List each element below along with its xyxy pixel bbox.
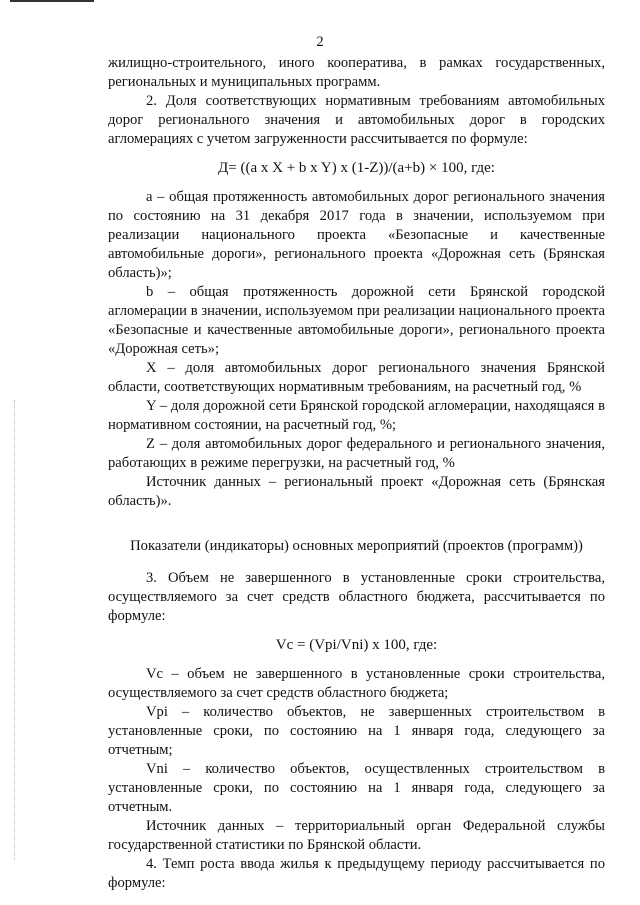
data-source-2: Источник данных – территориальный орган Федеральной службы государственной статистики по Брянской области. xyxy=(108,818,605,853)
definition-x: X – доля автомобильных дорог регионального значения Брянской области, соответствующих нормативным требованиям, на расчетный год, % xyxy=(108,360,605,395)
paragraph-item-2: 2. Доля соответствующих нормативным требованиям автомобильных дорог регионального значения и автомобильных дорог в городских агломерациях с учетом загруженности рассчитывается по формуле: xyxy=(108,93,605,147)
header-rule xyxy=(10,0,94,2)
definition-vpi: Vpi – количество объектов, не завершенных строительством в установленные сроки, по состоянию на 1 января года, следующего за отчетным; xyxy=(108,704,605,758)
definition-y: Y – доля дорожной сети Брянской городской агломерации, находящаяся в нормативном состоянии, на расчетный год, %; xyxy=(108,398,605,433)
definition-vc: Vc – объем не завершенного в установленные сроки строительства, осуществляемого за счет средств областного бюджета; xyxy=(108,666,605,701)
formula-road-share: Д= ((a x X + b x Y) x (1-Z))/(a+b) × 100, где: xyxy=(218,160,495,176)
paragraph-item-4: 4. Темп роста ввода жилья к предыдущему периоду рассчитывается по формуле: xyxy=(108,856,605,891)
data-source-1: Источник данных – региональный проект «Дорожная сеть (Брянская область)». xyxy=(108,474,605,509)
section-heading: Показатели (индикаторы) основных мероприятий (проектов (программ)) xyxy=(130,538,583,554)
definition-vni: Vni – количество объектов, осуществленных строительством в установленные сроки, по состоянию на 1 января года, следующего за отчетным. xyxy=(108,761,605,815)
definition-z: Z – доля автомобильных дорог федерального и регионального значения, работающих в режиме перегрузки, на расчетный год, % xyxy=(108,436,605,471)
page-number: 2 xyxy=(316,34,324,50)
definition-a: a – общая протяженность автомобильных дорог регионального значения по состоянию на 31 декабря 2017 года в значении, используемом при реализации национального проекта «Безопасные и качественные автомобильные дороги», регионального проекта «Дорожная сеть (Брянская область)»; xyxy=(108,189,605,281)
scan-margin-marks xyxy=(14,400,19,860)
paragraph-item-3: 3. Объем не завершенного в установленные сроки строительства, осуществляемого за счет средств областного бюджета, рассчитывается по формуле: xyxy=(108,570,605,624)
document-body xyxy=(108,54,605,893)
formula-vc: Vc = (Vpi/Vni) x 100, где: xyxy=(275,637,438,653)
paragraph-continuation: жилищно-строительного, иного кооператива, в рамках государственных, региональных и муниципальных программ. xyxy=(108,55,605,90)
definition-b: b – общая протяженность дорожной сети Брянской городской агломерации в значении, используемом при реализации национального проекта «Безопасные и качественные автомобильные дороги», регионального проекта «Дорожная сеть»; xyxy=(108,284,605,357)
